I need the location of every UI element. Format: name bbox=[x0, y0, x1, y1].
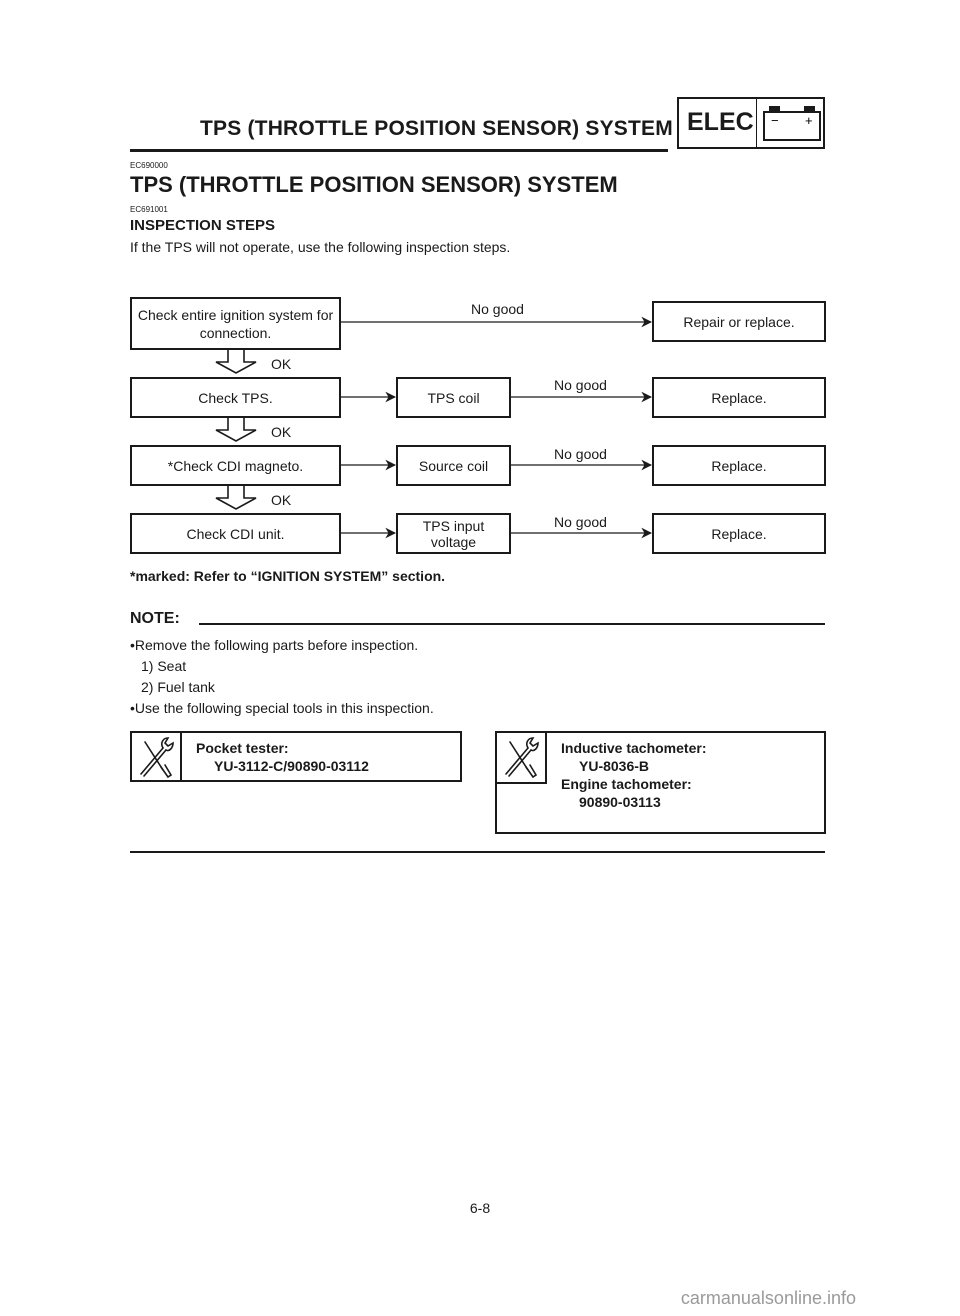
label-no-good-1: No good bbox=[471, 301, 524, 317]
result-repair-or-replace: Repair or replace. bbox=[652, 301, 826, 342]
tool-text bbox=[561, 739, 706, 811]
intro-text: If the TPS will not operate, use the following inspection steps. bbox=[130, 239, 511, 255]
tool-name: Inductive tachometer: bbox=[561, 740, 707, 756]
step-check-tps: Check TPS. bbox=[130, 377, 341, 418]
tool-icon-cell bbox=[497, 733, 547, 784]
tool-box-pocket-tester bbox=[130, 731, 462, 782]
note-label: NOTE: bbox=[130, 610, 180, 627]
label-no-good-2: No good bbox=[554, 377, 607, 393]
note-rule bbox=[199, 623, 825, 625]
watermark: carmanualsonline.info bbox=[680, 1288, 856, 1308]
ok-arrow-3 bbox=[216, 486, 256, 509]
note-item-4: •Use the following special tools in this inspection. bbox=[130, 700, 434, 716]
subsection-title: INSPECTION STEPS bbox=[130, 217, 276, 234]
check-source-coil: Source coil bbox=[396, 445, 511, 486]
section-title: TPS (THROTTLE POSITION SENSOR) SYSTEM bbox=[130, 172, 618, 197]
label-no-good-4: No good bbox=[554, 514, 607, 530]
footnote: *marked: Refer to “IGNITION SYSTEM” section. bbox=[130, 568, 446, 584]
result-replace-2: Replace. bbox=[652, 445, 826, 486]
result-replace-3: Replace. bbox=[652, 513, 826, 554]
label-ok-2: OK bbox=[271, 424, 292, 440]
tool-name: Pocket tester: bbox=[196, 740, 289, 756]
label-ok-1: OK bbox=[271, 356, 292, 372]
check-tps-coil: TPS coil bbox=[396, 377, 511, 418]
check-tps-input-voltage: TPS input voltage bbox=[396, 513, 511, 554]
note-item-2: 1) Seat bbox=[141, 658, 187, 674]
running-header-title: TPS (THROTTLE POSITION SENSOR) SYSTEM bbox=[200, 117, 673, 140]
battery-minus: − bbox=[771, 113, 779, 128]
step-check-ignition: Check entire ignition system for connection. bbox=[130, 297, 341, 350]
section-code: EC690000 bbox=[130, 161, 168, 170]
tool-name-2: Engine tachometer: bbox=[561, 776, 692, 792]
tool-text bbox=[196, 739, 369, 775]
page-number: 6-8 bbox=[469, 1200, 491, 1216]
note-item-3: 2) Fuel tank bbox=[141, 679, 215, 695]
result-replace-1: Replace. bbox=[652, 377, 826, 418]
note-item-1: •Remove the following parts before inspection. bbox=[130, 637, 419, 653]
tool-part-number: YU-8036-B bbox=[579, 758, 650, 774]
ok-arrow-1 bbox=[216, 350, 256, 373]
wrench-screwdriver-icon bbox=[133, 734, 179, 780]
tool-icon-cell bbox=[132, 733, 182, 780]
tool-box-tachometer bbox=[495, 731, 826, 834]
tool-part-number-2: 90890-03113 bbox=[579, 794, 661, 810]
subsection-code: EC691001 bbox=[130, 205, 168, 214]
ok-arrow-2 bbox=[216, 418, 256, 441]
battery-plus: + bbox=[805, 113, 813, 128]
label-ok-3: OK bbox=[271, 492, 292, 508]
tool-part-number: YU-3112-C/90890-03112 bbox=[214, 758, 369, 774]
bottom-rule bbox=[130, 851, 825, 853]
step-check-cdi-magneto: *Check CDI magneto. bbox=[130, 445, 341, 486]
label-no-good-3: No good bbox=[554, 446, 607, 462]
wrench-screwdriver-icon bbox=[498, 734, 544, 780]
step-check-cdi-unit: Check CDI unit. bbox=[130, 513, 341, 554]
section-badge-label: ELEC bbox=[687, 108, 754, 136]
